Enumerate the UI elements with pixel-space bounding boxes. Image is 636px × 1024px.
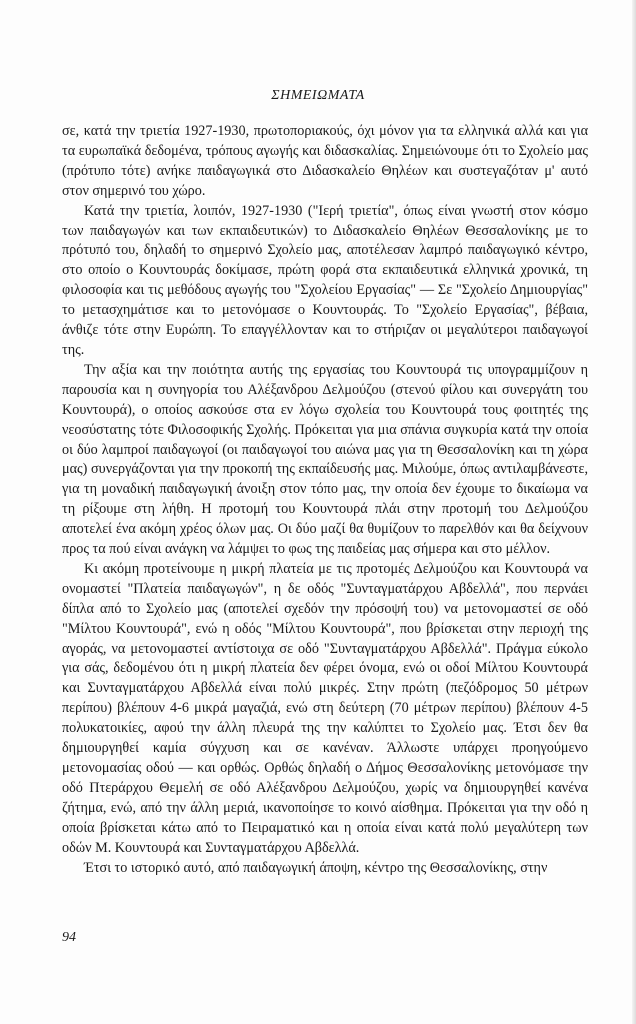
running-head: ΣΗΜΕΙΩΜΑΤΑ [271, 88, 365, 103]
body-text [62, 122, 588, 878]
paragraph: Κι ακόμη προτείνουμε η μικρή πλατεία με τις προτομές Δελμούζου και Κουντουρά να ονομαστεί "Πλατεία παιδαγωγών", η δε οδός "Συνταγματάρχου Αβδελλά", που περνάει δίπλα από το Σχολείο μας (αποτελεί σχεδόν την πρόσοψή του) να μετονομαστεί σε οδό "Μίλτου Κουντουρά", ενώ η οδός "Μίλτου Κουντουρά", που βρίσκεται στην περιοχή της αγοράς, να μετονομαστεί αντίστοιχα σε οδό "Συνταγματάρχου Αβδελλά". Πράγμα εύκολο για σάς, δεδομένου ότι η μικρή πλατεία δεν φέρει όνομα, ενώ οι οδοί Μίλτου Κουντουρά και Συνταγματάρχου Αβδελλά είναι πολύ μικρές. Στην πρώτη (πεζόδρομος 50 μέτρων περίπου) βλέπουν 4-6 μικρά μαγαζιά, ενώ στη δεύτερη (70 μέτρων περίπου) βλέπουν 4-5 πολυκατοικίες, αφού την άλλη πλευρά της την καλύπτει το Σχολείο μας. Έτσι δεν θα δημιουργηθεί καμία σύγχυση και σε κανέναν. Άλλωστε υπάρχει προηγούμενο μετονομασίας οδού — και ορθώς. Ορθώς δηλαδή ο Δήμος Θεσσαλονίκης μετονόμασε την οδό Πτεράρχου Θεμελή σε οδό Αλέξανδρου Δελμούζου, χωρίς να δημιουργηθεί κανένα ζήτημα, ενώ, από την άλλη μεριά, ικανοποίησε το κοινό αίσθημα. Πρόκειται για την οδό η οποία βρίσκεται κάτω από το Πειραματικό και η οποία είναι κατά πολύ μεγαλύτερη των οδών Μ. Κουντουρά και Συνταγματάρχου Αβδελλά. [62, 560, 588, 856]
page-edge-shadow [632, 0, 636, 1024]
paragraph-continued: σε, κατά την τριετία 1927-1930, πρωτοποριακούς, όχι μόνον για τα ελληνικά αλλά και για τα ευρωπαϊκά δεδομένα, τρόπους αγωγής και διδασκαλίας. Σημειώνουμε ότι το Σχολείο μας (πρότυπο τότε) ανήκε παιδαγωγικά στο Διδασκαλείο Θηλέων και συστεγαζόταν μ' αυτό στον σημερινό του χώρο. [62, 123, 588, 199]
paragraph: Την αξία και την ποιότητα αυτής της εργασίας του Κουντουρά τις υπογραμμίζουν η παρουσία και η συνηγορία του Αλέξανδρου Δελμούζου (στενού φίλου και συνεργάτη του Κουντουρά), ο οποίος ασκούσε στα εν λόγω σχολεία του Κουντουρά τους φοιτητές της νεοσύστατης τότε Φιλοσοφικής Σχολής. Πρόκειται για μια σπάνια συγκυρία κατά την οποία οι δύο λαμπροί παιδαγωγοί (οι παιδαγωγοί του αιώνα μας για τη Θεσσαλονίκη και τη χώρα μας) συνεργάζονται για την προκοπή της εκπαίδευσής μας. Μιλούμε, όπως αντιλαμβάνεστε, για τη μοναδική παιδαγωγική άνοιξη στον τόπο μας, την οποία δεν έχουμε το δικαίωμα να τη ρίξουμε στη λήθη. Η προτομή του Κουντουρά πλάι στην προτομή του Δελμούζου αποτελεί ένα ακόμη χρέος όλων μας. Οι δύο μαζί θα θυμίζουν το παρελθόν και θα δείχνουν προς τα πού είναι ανάγκη να λάμψει το φως της παιδείας μας σήμερα και στο μέλλον. [62, 361, 588, 558]
paragraph: Έτσι το ιστορικό αυτό, από παιδαγωγική άποψη, κέντρο της Θεσσαλονίκης, στην [84, 859, 548, 876]
page-number: 94 [62, 930, 76, 945]
paragraph: Κατά την τριετία, λοιπόν, 1927-1930 ("Ιερή τριετία", όπως είναι γνωστή στον κόσμο των παιδαγωγών και των εκπαιδευτικών) το Διδασκαλείο Θηλέων Θεσσαλονίκης με το πρότυπό του, δηλαδή το σημερινό Σχολείο μας, αποτέλεσαν λαμπρό παιδαγωγικό κέντρο, στο οποίο ο Κουντουράς δοκίμασε, πρώτη φορά στα εκπαιδευτικά ελληνικά χρονικά, τη φιλοσοφία και τις μεθόδους αγωγής του "Σχολείου Εργασίας" — Σε "Σχολείο Δημιουργίας" το μετασχημάτισε και το μετονόμασε ο Κουντουράς. Το "Σχολείο Εργασίας", βέβαια, άνθιζε τότε στην Ευρώπη. Το επαγγέλλονταν και το στήριζαν οι μεγαλύτεροι παιδαγωγοί της. [62, 202, 588, 358]
